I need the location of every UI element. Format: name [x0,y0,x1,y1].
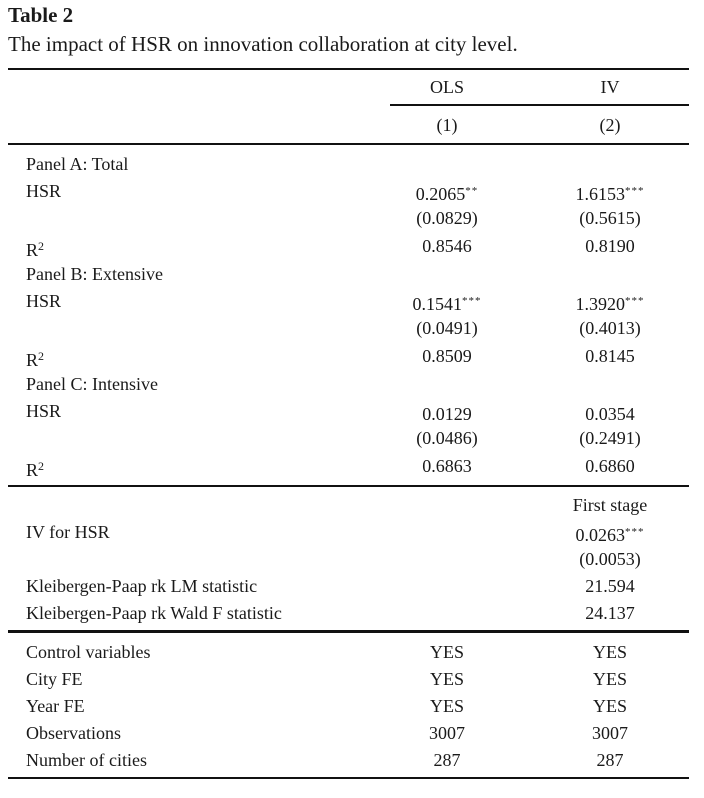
panel-b-coef-label: HSR [26,291,62,311]
panel-a-coef-iv: 1.6153*** [575,184,645,204]
number-of-cities-label: Number of cities [26,750,147,770]
control-row-iv: YES [592,642,627,662]
year-fe-ols: YES [429,696,464,716]
header-sub-rule [390,104,689,106]
iv-for-hsr-label: IV for HSR [26,522,110,542]
panel-c-r2-iv: 0.6860 [585,456,635,476]
panel-a-r2-iv: 0.8190 [585,236,635,256]
observations-ols: 3007 [429,723,465,743]
city-fe-ols: YES [429,669,464,689]
panel-c-coef-iv: 0.0354 [585,404,635,424]
observations-label: Observations [26,723,121,743]
panel-c-se-ols: (0.0486) [416,428,478,448]
significance-stars: *** [462,295,482,307]
column-header-iv: IV [600,77,620,97]
panels-bottom-rule [8,485,689,487]
year-fe-label: Year FE [26,696,85,716]
panel-c-se-iv: (0.2491) [579,428,641,448]
panel-c-coef-label: HSR [26,401,62,421]
number-of-cities-ols: 287 [433,750,461,770]
panel-a-coef-label: HSR [26,181,62,201]
wald-statistic-value: 24.137 [585,603,635,623]
lm-statistic-label: Kleibergen-Paap rk LM statistic [26,576,258,596]
control-row-label: Control variables [26,642,151,662]
panel-b-se-iv: (0.4013) [579,318,641,338]
table-label: Table 2 [8,3,74,27]
panel-b-coef-iv: 1.3920*** [575,294,645,314]
panel-a-coef-ols: 0.2065** [415,184,479,204]
iv-for-hsr-coef: 0.0263*** [575,525,645,545]
city-fe-iv: YES [592,669,627,689]
panel-b-coef-ols: 0.1541*** [412,294,482,314]
significance-stars: *** [625,526,645,538]
column-header-ols: OLS [429,77,464,97]
control-row-ols: YES [429,642,464,662]
number-of-cities-iv: 287 [596,750,624,770]
panel-c-r2-label: $R^2$ [26,459,45,480]
significance-stars: ** [465,185,479,197]
panel-b-se-ols: (0.0491) [416,318,478,338]
wald-statistic-label: Kleibergen-Paap rk Wald F statistic [26,603,282,623]
panel-b-r2-label: $R^2$ [26,349,45,370]
first-stage-bottom-rule [8,630,689,633]
observations-iv: 3007 [592,723,628,743]
city-fe-label: City FE [26,669,83,689]
panel-a-r2-ols: 0.8546 [422,236,472,256]
lm-statistic-value: 21.594 [585,576,635,596]
iv-for-hsr-se: (0.0053) [579,549,641,569]
panel-b-title: Panel B: Extensive [26,264,163,284]
header-bottom-rule [8,143,689,145]
panel-a-title: Panel A: Total [26,154,129,174]
top-rule [8,68,689,70]
column-number-2: (2) [599,115,621,135]
year-fe-iv: YES [592,696,627,716]
panel-c-title: Panel C: Intensive [26,374,158,394]
table-caption: The impact of HSR on innovation collaboration at city level. [8,32,518,56]
panel-a-r2-label: $R^2$ [26,239,45,260]
panel-b-r2-iv: 0.8145 [585,346,635,366]
panel-c-coef-ols: 0.0129 [422,404,472,424]
first-stage-header: First stage [572,495,648,515]
column-number-1: (1) [436,115,458,135]
significance-stars: *** [625,295,645,307]
panel-b-r2-ols: 0.8509 [422,346,472,366]
panel-a-se-iv: (0.5615) [579,208,641,228]
table-bottom-rule [8,777,689,779]
panel-a-se-ols: (0.0829) [416,208,478,228]
significance-stars: *** [625,185,645,197]
panel-c-r2-ols: 0.6863 [422,456,472,476]
